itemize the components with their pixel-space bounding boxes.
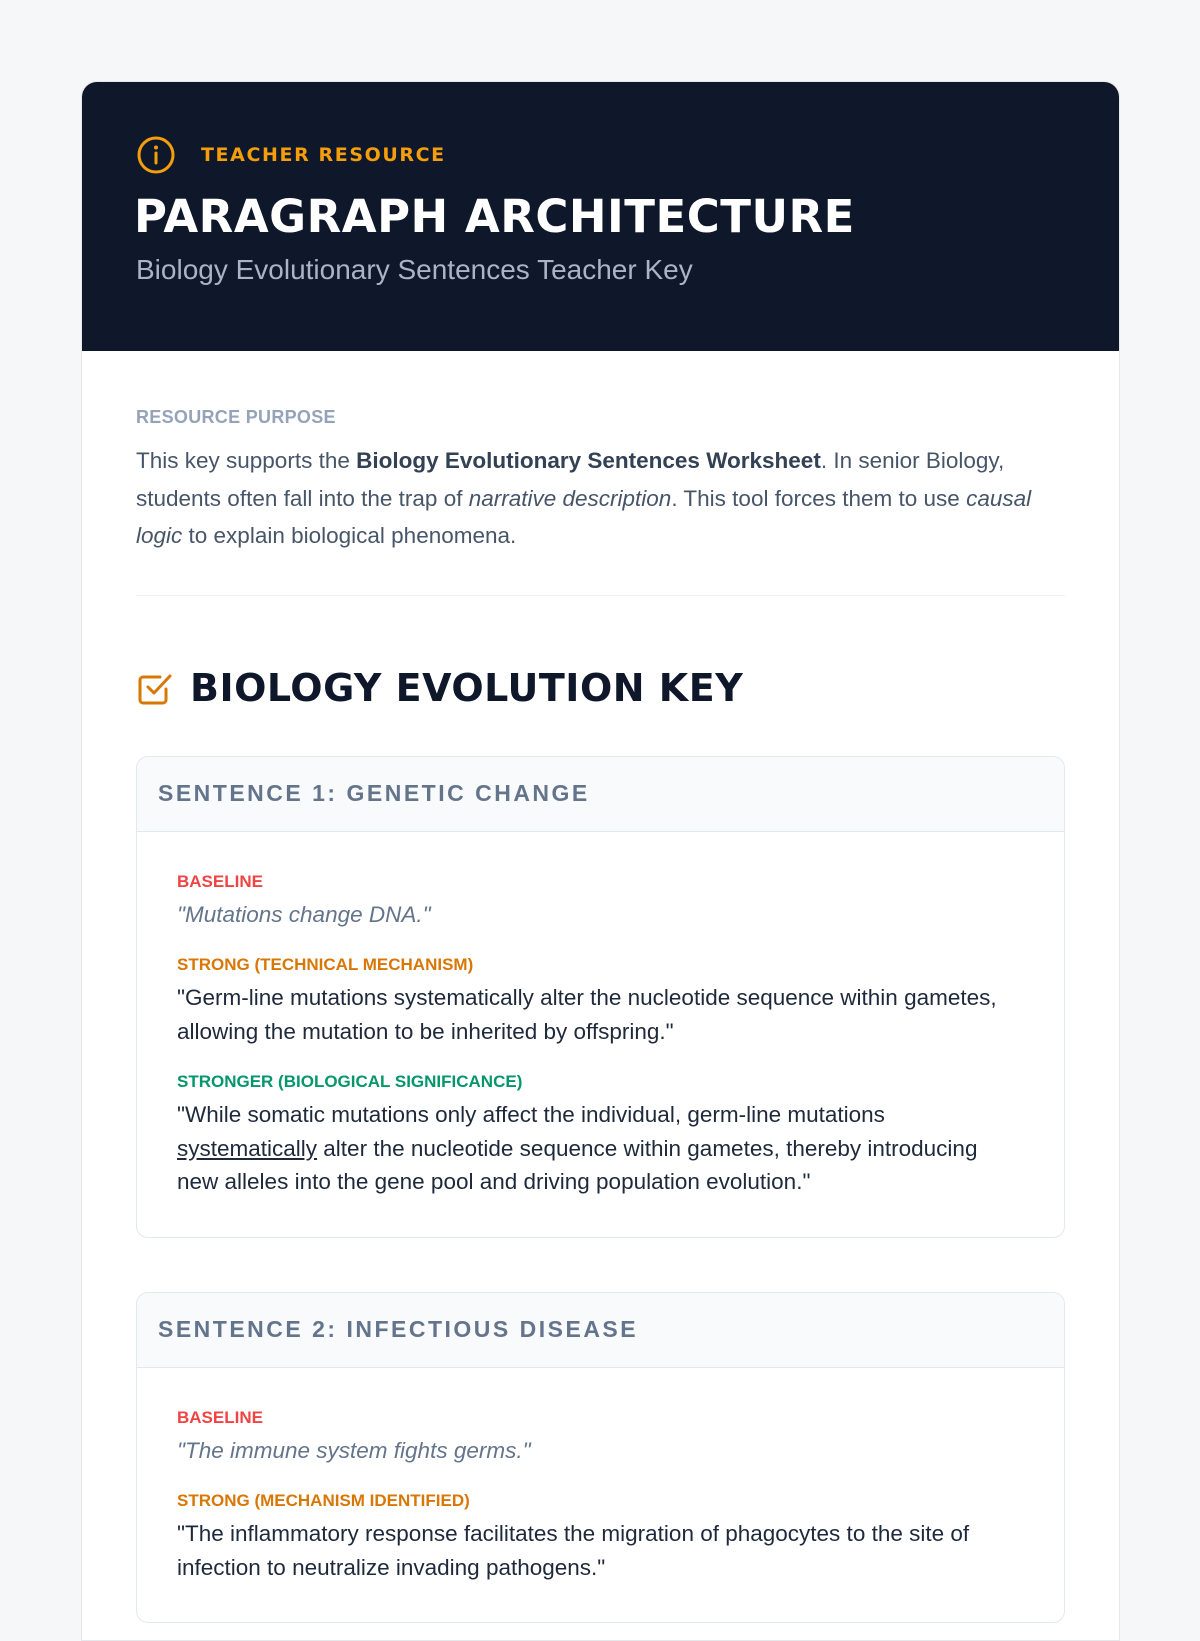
strong-text: "Germ-line mutations systematically alter the nucleotide sequence within gametes, allowing the mutation to be inherited by offspring." — [177, 985, 997, 1044]
key-title: BIOLOGY EVOLUTION KEY — [190, 665, 744, 710]
purpose-emphasis-1: narrative description — [468, 485, 672, 511]
page-title: PARAGRAPH ARCHITECTURE — [134, 190, 855, 243]
sentence-body — [137, 1368, 1064, 1623]
purpose-text-2: . In senior Biology, students often fall into the trap of — [136, 448, 1005, 511]
teacher-key-card — [81, 81, 1120, 1641]
baseline-text: "Mutations change DNA." — [177, 901, 431, 927]
stronger-label: STRONGER (BIOLOGICAL SIGNIFICANCE) — [177, 1072, 523, 1091]
sentence-card-2 — [136, 1292, 1065, 1624]
purpose-emphasis-2: causal logic — [136, 485, 1032, 548]
sentence-card-1 — [136, 756, 1065, 1238]
strong-label: STRONG (TECHNICAL MECHANISM) — [177, 955, 474, 974]
content-body — [82, 407, 1119, 1623]
baseline-level — [177, 872, 1024, 932]
underlined-word: systematically — [177, 1135, 318, 1161]
eyebrow-label: TEACHER RESOURCE — [201, 144, 446, 166]
strong-level — [177, 955, 1024, 1048]
strong-label: STRONG (MECHANISM IDENTIFIED) — [177, 1491, 470, 1510]
purpose-text-3: . This tool forces them to use — [671, 485, 967, 511]
stronger-text — [177, 1098, 1024, 1199]
sentence-heading: SENTENCE 2: INFECTIOUS DISEASE — [137, 1293, 1064, 1368]
purpose-text-1: This key supports the — [136, 448, 357, 473]
strong-text: "The inflammatory response facilitates the migration of phagocytes to the site of infection to neutralize invading pathogens." — [177, 1521, 970, 1580]
purpose-text — [136, 442, 1065, 555]
baseline-label: BASELINE — [177, 1407, 263, 1427]
baseline-label: BASELINE — [177, 871, 263, 891]
checkbox-icon — [136, 669, 174, 707]
stronger-text-b: alter the nucleotide sequence within gametes, thereby introducing new alleles into the gene pool and driving population evolution." — [177, 1135, 978, 1194]
sentence-body — [137, 832, 1064, 1237]
info-icon — [136, 135, 176, 175]
sentence-heading: SENTENCE 1: GENETIC CHANGE — [137, 757, 1064, 832]
eyebrow — [136, 135, 446, 175]
key-section-title — [136, 666, 1065, 710]
baseline-level — [177, 1408, 1024, 1468]
stronger-text-a: "While somatic mutations only affect the individual, germ-line mutations — [177, 1102, 885, 1127]
purpose-label: RESOURCE PURPOSE — [136, 407, 336, 427]
baseline-text: "The immune system fights germs." — [177, 1437, 531, 1463]
header-banner — [82, 82, 1119, 351]
page-subtitle: Biology Evolutionary Sentences Teacher Key — [136, 254, 693, 285]
stronger-level — [177, 1072, 1024, 1199]
strong-level — [177, 1491, 1024, 1584]
divider — [136, 595, 1065, 596]
purpose-text-4: to explain biological phenomena. — [182, 523, 517, 548]
worksheet-name: Biology Evolutionary Sentences Worksheet — [356, 448, 821, 473]
